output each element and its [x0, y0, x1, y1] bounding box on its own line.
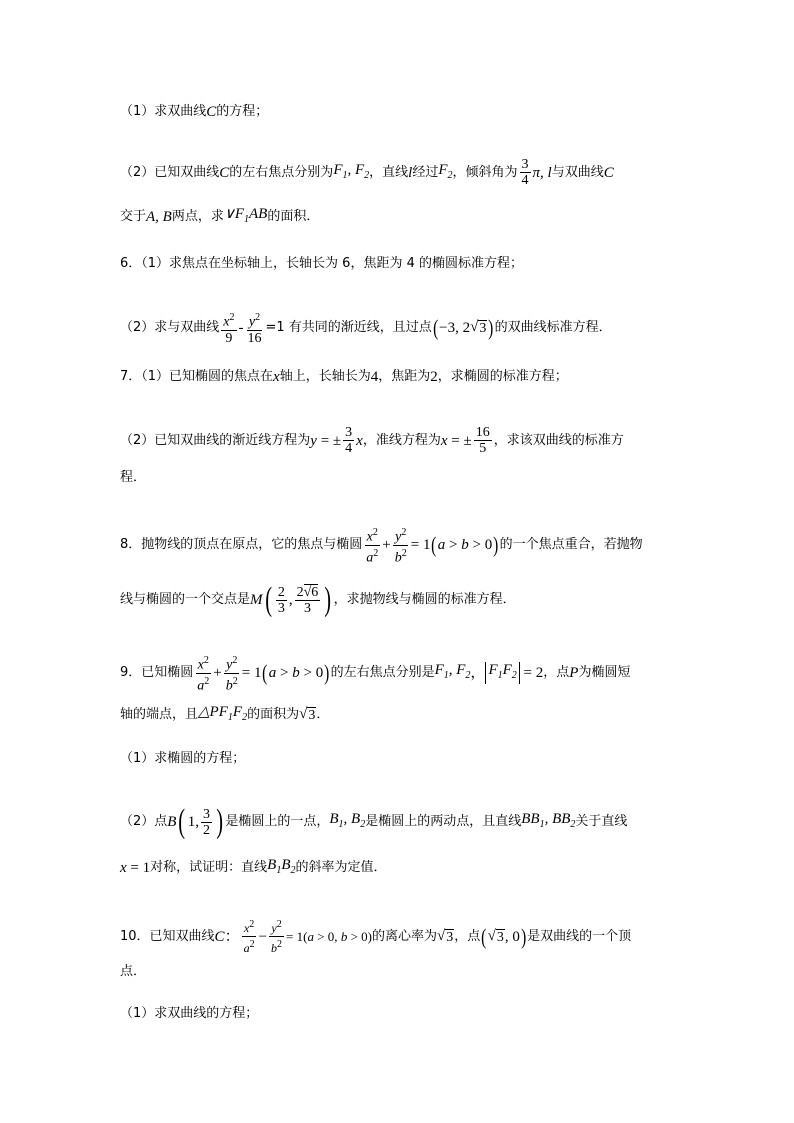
q9-part1	[120, 750, 684, 768]
text: ，点	[543, 665, 570, 681]
text: 9．已知椭圆	[120, 665, 194, 681]
math-l: l	[408, 164, 413, 181]
text: 为椭圆短	[578, 665, 631, 681]
text: ，直线	[369, 164, 409, 180]
text: （2）已知双曲线的渐近线方程为	[120, 432, 311, 448]
q7-part1: 7．（1）已知椭圆的焦点在 x 轴上，长轴长为 4 ，焦距为 2 ，求椭圆的标准方程；	[120, 369, 568, 385]
math-C: C	[219, 164, 230, 181]
text: 的面积．	[267, 209, 320, 224]
text: 的离心率为	[371, 928, 437, 944]
text: （2）求与双曲线	[120, 319, 220, 335]
text: ，点	[454, 928, 481, 944]
math-F1F2: $F_1$, $F_2$	[333, 161, 370, 181]
text: 的面积为	[247, 707, 300, 722]
q5-part2	[120, 157, 684, 188]
text: ，倾斜角为	[452, 164, 518, 180]
math-F2: $F_2$	[438, 161, 453, 181]
text: 与双曲线	[551, 164, 604, 180]
q9-line1: 9．已知椭圆 $\frac{x^2}{a^2}$ + $\frac{y^2}{b^2}$ = 1 ( a > b > 0 ) 的左右焦点分别是 $F_1$, $F_2$ ， $F_1F_2$ = 2 ，点 P 为椭圆短	[120, 655, 631, 694]
math-pi-l: π, l	[532, 164, 552, 181]
q5-part2-cont	[120, 205, 684, 229]
math-frac-3-4: $\frac{3}{4}$	[521, 157, 529, 188]
text: ．	[316, 707, 330, 722]
math-triangle: $\vee F_1AB$	[223, 206, 268, 225]
text: 的双曲线标准方程．	[494, 319, 612, 335]
q8-line1: 8．抛物线的顶点在原点，它的焦点与椭圆 $\frac{x^2}{a^2}$ + $\frac{y^2}{b^2}$ = 1 ( a > b > 0 ) 的一个焦点重合，若抛物	[120, 527, 643, 566]
text: ，求该双曲线的标准方	[493, 432, 624, 448]
text: 交于	[120, 209, 147, 224]
q10-part1	[120, 1005, 684, 1023]
text: ，准线方程为	[362, 432, 441, 448]
q9-line2: 轴的端点，且 $\triangle PF_1F_2$ 的面积为 √ 3 ．	[120, 704, 330, 723]
q8-line2: 线与椭圆的一个交点是 M ( $\frac{2}{3}$ , $\frac{2√6}{3}$ ) ，求抛物线与椭圆的标准方程．	[120, 581, 516, 618]
math-C: C	[603, 164, 614, 181]
text: 点．	[120, 964, 147, 979]
text: 轴的端点，且	[120, 707, 199, 722]
text: 10．已知双曲线	[120, 928, 215, 944]
q7-part2-cont	[120, 469, 684, 487]
text: 的一个焦点重合，若抛物	[499, 537, 643, 553]
text: 是椭圆上的两动点，且直线	[365, 814, 522, 829]
text: 两点，求	[171, 209, 224, 224]
q6-part1	[120, 255, 684, 273]
text: ，求抛物线与椭圆的标准方程．	[333, 592, 516, 607]
text: 的方程；	[216, 104, 269, 119]
text: ，求椭圆的标准方程；	[437, 369, 568, 384]
q6-part2: （2）求与双曲线 $\frac{x^2}{9}$ - $\frac{y^2}{16}$ =1 有共同的渐近线，且过点 ( −3, 2 √ 3 ) 的双曲线标准方程．	[120, 312, 612, 346]
math-frac-x2-9: $\frac{x^2}{9}$	[223, 312, 235, 346]
q9-part2-cont: x = 1 对称，试证明：直线 $B_1B_2$ 的斜率为定值．	[120, 857, 387, 876]
text: ，焦距为	[378, 369, 431, 384]
text: 经过	[412, 164, 439, 180]
math-AB: A, B	[146, 209, 172, 225]
text: （2）点	[120, 814, 168, 829]
math-C: C	[206, 104, 217, 120]
q5-part1	[120, 103, 684, 121]
text: 关于直线	[575, 814, 628, 829]
math-frac-y2-16: $\frac{y^2}{16}$	[247, 312, 262, 346]
text: 的左右焦点分别为	[229, 164, 334, 180]
q10-line2	[120, 963, 684, 981]
q7-part2: （2）已知双曲线的渐近线方程为 y = ± $\frac{3}{4}$ x ，准线方程为 x = ± $\frac{16}{5}$ ，求该双曲线的标准方	[120, 425, 624, 456]
text: （2）已知双曲线	[120, 164, 220, 180]
text: 轴上，长轴长为	[279, 369, 371, 384]
text: （1）求椭圆的方程；	[120, 751, 246, 766]
text: 是双曲线的一个顶	[527, 928, 632, 944]
text: 是椭圆上的一点，	[225, 814, 330, 829]
text: 7．（1）已知椭圆的焦点在	[120, 369, 274, 384]
text: 对称，试证明：直线	[150, 860, 268, 875]
q10-line1: 10．已知双曲线 C ： $\frac{x^2}{a^2}$ − $\frac{y^2}{b^2}$ = 1(a > 0, b > 0) 的离心率为 √ 3 ，点 ( √ 3 , 0 ) 是双曲线的一个顶	[120, 919, 632, 955]
q9-part2: （2）点 B ( 1, $\frac{3}{2}$ ) 是椭圆上的一点， $B_1$, $B_2$ 是椭圆上的两动点，且直线 $BB_1$, $BB_2$ 关于直线	[120, 803, 628, 840]
text: =1 有共同的渐近线，且过点	[265, 319, 432, 335]
text: 的左右焦点分别是	[330, 665, 435, 681]
text: 线与椭圆的一个交点是	[120, 592, 251, 607]
text: 8．抛物线的顶点在原点，它的焦点与椭圆	[120, 537, 363, 553]
text: 的斜率为定值．	[295, 860, 387, 875]
text: 程．	[120, 470, 147, 485]
text: 6．（1）求焦点在坐标轴上，长轴长为 6，焦距为 4 的椭圆标准方程；	[120, 256, 523, 271]
text: （1）求双曲线	[120, 104, 207, 119]
text: （1）求双曲线的方程；	[120, 1006, 259, 1021]
